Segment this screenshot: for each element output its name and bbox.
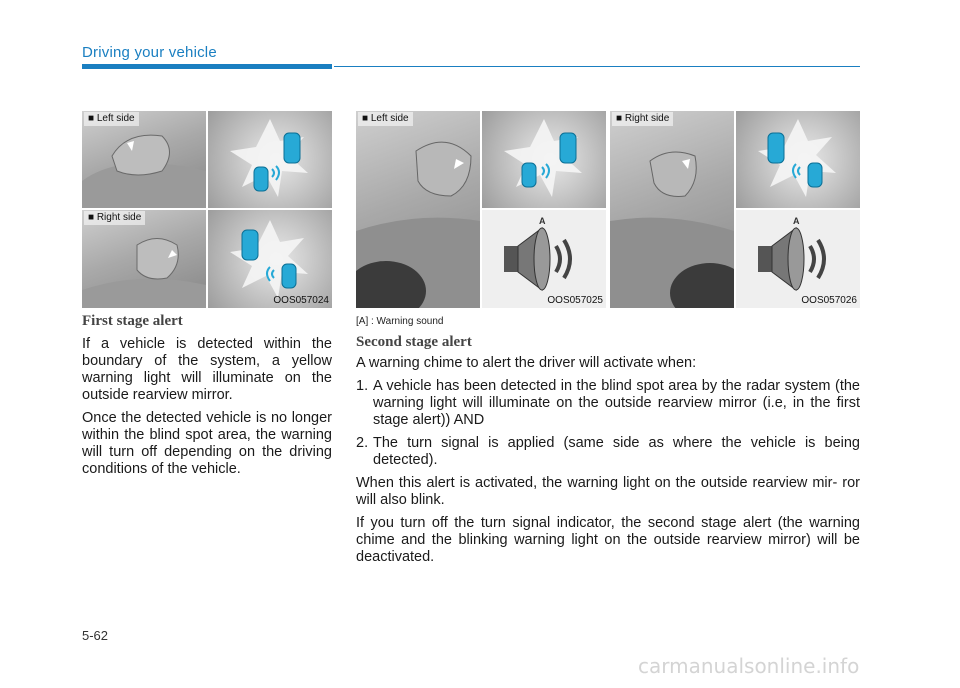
second-stage-heading: Second stage alert: [356, 334, 472, 350]
figure-second-stage-right: [610, 111, 860, 308]
figure-first-stage: [82, 111, 332, 308]
header-rule-thick: [82, 64, 332, 69]
car-top-view-icon: [282, 264, 296, 288]
mirror-photo-left-side: [356, 111, 480, 308]
diagram-left-side: [482, 111, 606, 208]
first-stage-heading: First stage alert: [82, 313, 183, 329]
warning-sound-panel: [482, 210, 606, 308]
list-item-number: 1.: [356, 378, 369, 394]
car-top-view-icon: [522, 163, 536, 187]
mirror-icon: [356, 111, 480, 308]
right-side-tag: ■ Right side: [612, 112, 673, 126]
list-item-text: The turn signal is applied (same side as where the vehicle is being detected).: [373, 435, 860, 468]
left-column: [82, 313, 332, 478]
figure-code: OOS057026: [801, 295, 857, 306]
section-title: Driving your vehicle: [82, 44, 217, 61]
right-side-tag: ■ Right side: [84, 211, 145, 225]
diagram-left-side: [208, 111, 332, 208]
car-top-view-icon: [242, 230, 258, 260]
list-item-number: 2.: [356, 435, 369, 451]
right-column: [356, 316, 860, 566]
diagram-right-side: [208, 210, 332, 308]
speaker-marker: A: [539, 216, 546, 226]
speaker-marker: A: [793, 216, 800, 226]
list-item: [356, 378, 860, 429]
second-stage-deactivate-paragraph: If you turn off the turn signal indicator, the second stage alert (the warning chime and the blinking warning light on the outside rearview mirror) will be deactivated.: [356, 515, 860, 565]
first-stage-paragraph-2: Once the detected vehicle is no longer within the blind spot area, the warning will turn off depending on the driving conditions of the vehicle.: [82, 410, 332, 477]
left-side-tag: ■ Left side: [84, 112, 139, 126]
second-stage-blink-paragraph: When this alert is activated, the warning light on the outside rearview mir- ror will also blink.: [356, 475, 860, 508]
second-stage-intro: A warning chime to alert the driver will activate when:: [356, 355, 697, 371]
mirror-photo-right-side: [610, 111, 734, 308]
car-top-view-icon: [768, 133, 784, 163]
page-number: 5-62: [82, 628, 109, 643]
figure-second-stage-left: [356, 111, 606, 308]
figure-caption: [A] : Warning sound: [356, 316, 444, 327]
watermark: carmanualsonline.info: [638, 654, 860, 678]
mirror-icon: [610, 111, 734, 308]
figure-code: OOS057025: [547, 295, 603, 306]
first-stage-paragraph-1: If a vehicle is detected within the boundary of the system, a yellow warning light will illuminate on the outside rearview mirror.: [82, 336, 332, 403]
car-top-view-icon: [284, 133, 300, 163]
left-side-tag: ■ Left side: [358, 112, 413, 126]
header-rule-thin: [334, 66, 860, 67]
car-top-view-icon: [560, 133, 576, 163]
list-item: [356, 435, 860, 469]
figure-code: OOS057024: [273, 295, 329, 306]
car-top-view-icon: [808, 163, 822, 187]
warning-sound-panel: [736, 210, 860, 308]
car-top-view-icon: [254, 167, 268, 191]
list-item-text: A vehicle has been detected in the blind spot area by the radar system (the warning light will illuminate on the outside rearview mirror (i.e, in the first stage alert)) AND: [373, 378, 860, 428]
diagram-right-side: [736, 111, 860, 208]
